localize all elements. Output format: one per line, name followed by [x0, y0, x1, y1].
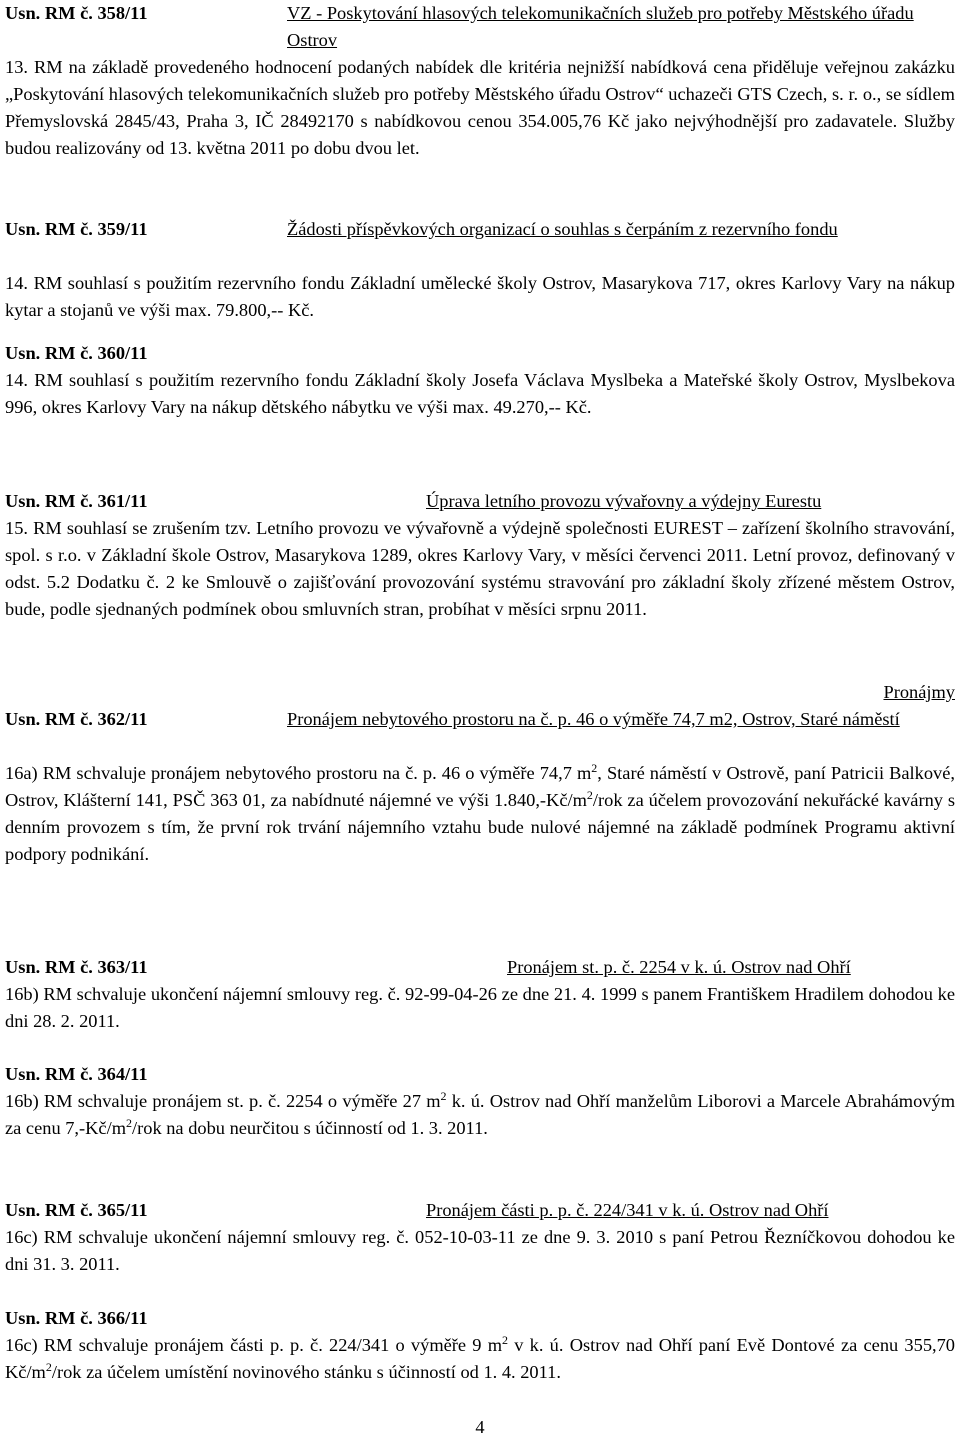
resolution-header-366 — [5, 1305, 955, 1332]
resolution-text-365: 16c) RM schvaluje ukončení nájemní smlouvy reg. č. 052-10-03-11 ze dne 9. 3. 2010 s paní Petrou Řezníčkovou dohodou ke dni 31. 3. 2011. — [5, 1227, 955, 1274]
resolution-header-362 — [5, 706, 955, 733]
resolution-text-364: 16b) RM schvaluje pronájem st. p. č. 2254 o výměře 27 $m^2$ k. ú. Ostrov nad Ohří manželům Liborovi a Marcele Abrahámovým za cenu $7,-Kč/m^2$/rok na dobu neurčitou s účinností od 1. 3. 2011. — [5, 1088, 955, 1138]
resolution-header-364 — [5, 1061, 955, 1088]
resolution-header-363 — [5, 954, 955, 981]
resolution-number: Usn. RM č. 365/11 — [5, 1200, 148, 1220]
resolution-text-361: 15. RM souhlasí se zrušením tzv. Letního provozu ve vývařovně a výdejně společnosti EUREST – zařízení školního stravování, spol. s r.o. v Základní škole Ostrov, Masarykova 1289, okres Karlovy Vary, v měsíci červenci 2011. Letní provoz, definovaný v odst. 5.2 Dodatku č. 2 ke Smlouvě o zajišťování provozování systému stravování pro základní školy zřízené městem Ostrov, bude, podle sjednaných podmínek obou smluvních stran, probíhat v měsíci srpnu 2011. — [5, 518, 955, 619]
page-number: 4 — [475, 1417, 485, 1437]
resolution-number: Usn. RM č. 358/11 — [5, 3, 148, 23]
resolution-text-366: 16c) RM schvaluje pronájem části p. p. č. 224/341 o výměře 9 $m^2$ v k. ú. Ostrov nad Ohří paní Evě Dontové za cenu 355,70 $Kč/m^2$/rok za účelem umístění novinového stánku s účinností od 1. 4. 2011. — [5, 1332, 955, 1382]
resolution-number: Usn. RM č. 366/11 — [5, 1308, 148, 1328]
resolution-header-360 — [5, 340, 955, 367]
resolution-number: Usn. RM č. 363/11 — [5, 957, 148, 977]
resolution-text-362: 16a) RM schvaluje pronájem nebytového prostoru na č. p. 46 o výměře 74,7 $m^2$, Staré náměstí v Ostrově, paní Patricii Balkové, Ostrov, Klášterní 141, PSČ 363 01, za nabídnuté nájemné ve výši $1.840,-Kč/m^2$/rok za účelem provozování nekuřácké kavárny s denním provozem s tím, že první rok trvání nájemního vztahu bude nulové nájemné na základě podmínek Programu aktivní podpory podnikání. — [5, 760, 956, 864]
resolution-subject: Žádosti příspěvkových organizací o souhlas s čerpáním z rezervního fondu — [287, 219, 838, 239]
resolution-number: Usn. RM č. 361/11 — [5, 491, 148, 511]
resolution-subject: Pronájem části p. p. č. 224/341 v k. ú. Ostrov nad Ohří — [426, 1200, 829, 1220]
resolution-subject: VZ - Poskytování hlasových telekomunikačních služeb pro potřeby Městského úřadu Ostrov — [287, 3, 914, 50]
resolution-subject: Pronájem st. p. č. 2254 v k. ú. Ostrov nad Ohří — [507, 957, 851, 977]
resolution-number: Usn. RM č. 360/11 — [5, 343, 148, 363]
resolution-header-365 — [5, 1197, 955, 1224]
resolution-text-359: 14. RM souhlasí s použitím rezervního fondu Základní umělecké školy Ostrov, Masarykova 717, okres Karlovy Vary na nákup kytar a stojanů ve výši max. 79.800,-- Kč. — [5, 273, 955, 320]
resolution-number: Usn. RM č. 364/11 — [5, 1064, 148, 1084]
resolution-header-358 — [5, 0, 955, 50]
resolution-text-358: 13. RM na základě provedeného hodnocení podaných nabídek dle kritéria nejnižší nabídková cena přiděluje veřejnou zakázku „Poskytování hlasových telekomunikačních služeb pro potřeby Městského úřadu Ostrov“ uchazeči GTS Czech, s. r. o., se sídlem Přemyslovská 2845/43, Praha 3, IČ 28492170 s nabídkovou cenou 354.005,76 Kč jako nejvýhodnější pro zadavatele. Služby budou realizovány od 13. května 2011 po dobu dvou let. — [5, 57, 955, 158]
resolution-subject: Pronájem nebytového prostoru na č. p. 46 o výměře 74,7 m2, Ostrov, Staré náměstí — [287, 709, 900, 729]
resolution-number: Usn. RM č. 362/11 — [5, 709, 148, 729]
resolution-subject: Úprava letního provozu vývařovny a výdejny Eurestu — [426, 491, 822, 511]
resolution-text-363: 16b) RM schvaluje ukončení nájemní smlouvy reg. č. 92-99-04-26 ze dne 21. 4. 1999 s panem Františkem Hradilem dohodou ke dni 28. 2. 2011. — [5, 984, 955, 1031]
resolution-text-360: 14. RM souhlasí s použitím rezervního fondu Základní školy Josefa Václava Myslbeka a Mateřské školy Ostrov, Myslbekova 996, okres Karlovy Vary na nákup dětského nábytku ve výši max. 49.270,-- Kč. — [5, 370, 955, 417]
resolution-number: Usn. RM č. 359/11 — [5, 219, 148, 239]
section-heading: Pronájmy — [883, 682, 955, 702]
resolution-header-361 — [5, 488, 955, 515]
resolution-header-359 — [5, 216, 955, 243]
